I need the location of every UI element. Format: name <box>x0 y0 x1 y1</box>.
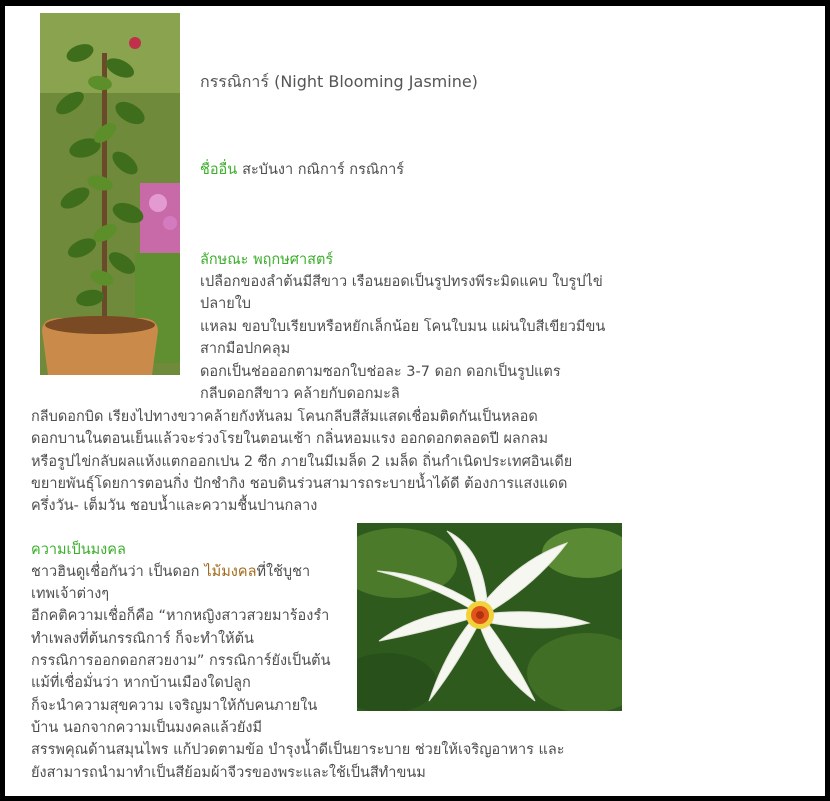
auspicious-highlight: ไม้มงคล <box>204 564 257 580</box>
botany-line: หรือรูปไข่กลับผลแห้งแตกออกเปน 2 ซีก ภายในมีเมล็ด 2 เมล็ด ถิ่นกำเนิดประเทศอินเดีย <box>31 454 573 470</box>
auspicious-line: บ้าน นอกจากความเป็นมงคลแล้วยังมี <box>31 720 263 736</box>
page-title: กรรณิการ์ (Night Blooming Jasmine) <box>200 72 478 91</box>
auspicious-line: เทพเจ้าต่างๆ <box>31 586 110 602</box>
botany-line: กลีบดอกบิด เรียงไปทางขวาคล้ายกังหันลม โคนกลีบสีส้มแสดเชื่อมติดกันเป็นหลอด <box>31 409 538 425</box>
auspicious-line <box>31 562 310 582</box>
other-names-line <box>200 160 404 180</box>
auspicious-heading: ความเป็นมงคล <box>31 542 126 558</box>
botany-line: ขยายพันธุ์โดยการตอนกิ่ง ปักชำกิง ชอบดินร่วนสามารถระบายน้ำได้ดี ต้องการแสงแดด <box>31 476 568 492</box>
botany-line: เปลือกของลำต้นมีสีขาว เรือนยอดเป็นรูปทรงพีระมิดแคบ ใบรูปไข่ <box>200 274 603 290</box>
auspicious-line: อีกคติความเชื่อก็คือ “หากหญิงสาวสวยมาร้องรำ <box>31 608 330 624</box>
botany-line: ดอกบานในตอนเย็นแล้วจะร่วงโรยในตอนเช้า กลิ่นหอมแรง ออกดอกตลอดปี ผลกลม <box>31 431 549 447</box>
auspicious-line: ทำเพลงที่ต้นกรรณิการ์ ก็จะทำให้ต้น <box>31 631 254 647</box>
auspicious-line: สรรพคุณด้านสมุนไพร แก้ปวดตามข้อ บำรุงน้ำดีเป็นยาระบาย ช่วยให้เจริญอาหาร และ <box>31 742 565 758</box>
auspicious-line: แม้ที่เชื่อมั่นว่า หากบ้านเมืองใดปลูก <box>31 675 251 691</box>
botany-line: สากมือปกคลุม <box>200 341 291 357</box>
auspicious-line: ก็จะนำความสุขความ เจริญมาให้กับคนภายใน <box>31 698 318 714</box>
other-names-label: ชื่ออื่น <box>200 162 238 178</box>
flower-photo <box>357 523 622 711</box>
plant-photo <box>40 13 180 375</box>
botany-line: แหลม ขอบใบเรียบหรือหยักเล็กน้อย โคนใบมน แผ่นใบสีเขียวมีขน <box>200 319 606 335</box>
botany-line: กลีบดอกสีขาว คล้ายกับดอกมะลิ <box>200 386 400 402</box>
auspicious-line: กรรณิการออกดอกสวยงาม” กรรณิการ์ยังเป็นต้น <box>31 653 331 669</box>
botany-line: ดอกเป็นช่อออกตามซอกใบช่อละ 3-7 ดอก ดอกเป็นรูปแตร <box>200 364 561 380</box>
botany-line: ครึ่งวัน- เต็มวัน ชอบน้ำและความชื้นปานกลาง <box>31 498 318 514</box>
other-names-value: สะบันงา กณิการ์ กรณิการ์ <box>242 162 405 178</box>
auspicious-line-text: ที่ใช้บูชา <box>256 564 311 580</box>
botany-line: ปลายใบ <box>200 296 252 312</box>
auspicious-line: ยังสามารถนำมาทำเป็นสีย้อมผ้าจีวรของพระและใช้เป็นสีทำขนม <box>31 765 426 781</box>
botany-heading: ลักษณะ พฤกษศาสตร์ <box>200 252 334 268</box>
auspicious-line-text: ชาวฮินดูเชื่อกันว่า เป็นดอก <box>31 564 200 580</box>
